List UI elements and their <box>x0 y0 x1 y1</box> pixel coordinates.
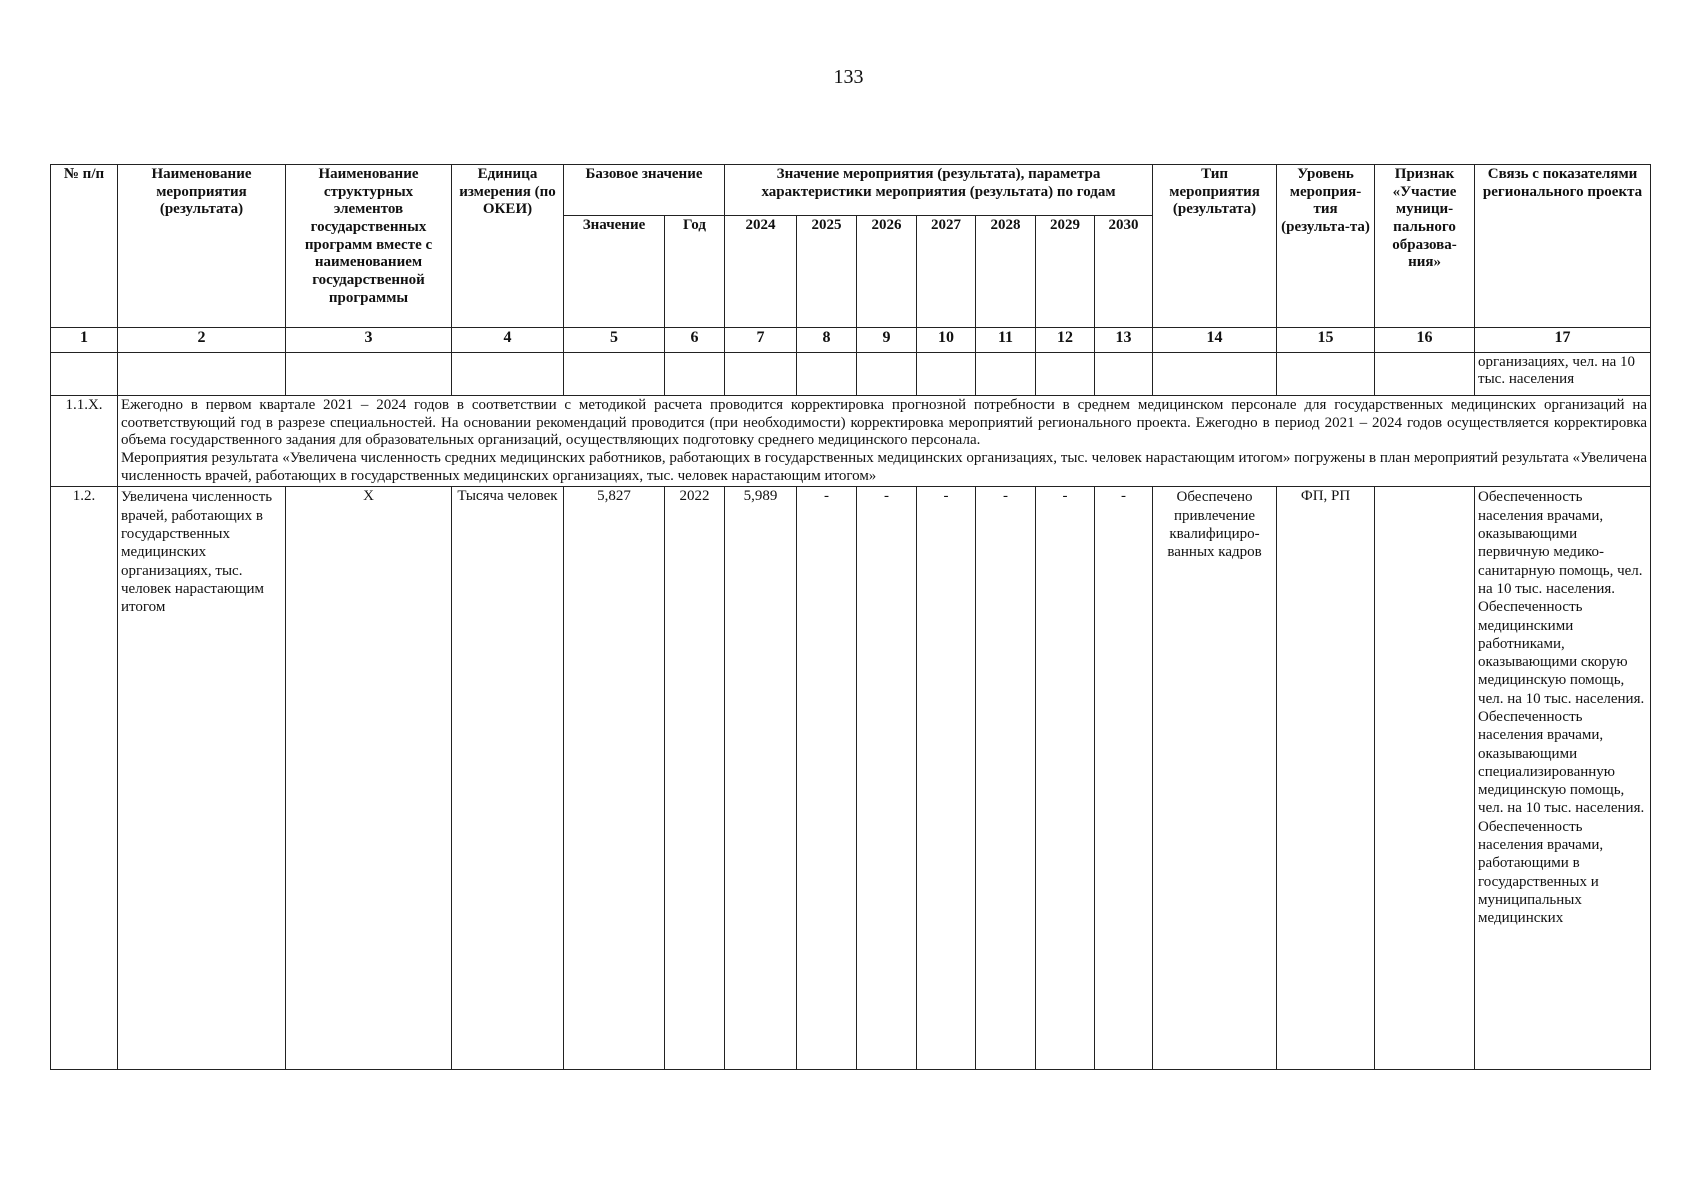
header-base-value: Значение <box>564 216 665 328</box>
header-activity-type: Тип мероприятия (результата) <box>1153 165 1277 328</box>
header-years-group: Значение мероприятия (результата), параметра характеристики мероприятия (результата) по годам <box>725 165 1153 216</box>
column-number: 4 <box>452 328 564 353</box>
activity-level: ФП, РП <box>1277 487 1375 1070</box>
header-base-value-group: Базовое значение <box>564 165 725 216</box>
header-year-2028: 2028 <box>976 216 1036 328</box>
column-number: 13 <box>1095 328 1153 353</box>
header-regional-link: Связь с показателями регионального проекта <box>1475 165 1651 328</box>
page-number: 133 <box>833 66 864 88</box>
continuation-row <box>51 353 1651 396</box>
regional-indicators: Обеспеченность населения врачами, оказывающими первичную медико-санитарную помощь, чел. на 10 тыс. населения. Обеспеченность медицинскими работниками, оказывающими скорую медицинскую помощь, чел. на 10 тыс. населения. Обеспеченность населения врачами, оказывающими специализированную медицинскую помощь, чел. на 10 тыс. населения. Обеспеченность населения врачами, работающими в государственных и муниципальных медицинских <box>1475 487 1651 1070</box>
value-2028: - <box>976 487 1036 1070</box>
note-paragraph-2: Мероприятия результата «Увеличена численность средних медицинских работников, работающих в государственных медицинских организациях, тыс. человек нарастающим итогом» погружены в план мероприятий результата «Увеличена численность врачей, работающих в государственных медицинских организациях, тыс. человек нарастающим итогом» <box>121 450 1648 484</box>
column-number: 6 <box>665 328 725 353</box>
value-2026: - <box>857 487 917 1070</box>
header-municipal-participation: Признак «Участие муници-пального образова-ния» <box>1375 165 1475 328</box>
header-structural-elements: Наименование структурных элементов государственных программ вместе с наименованием государственной программы <box>286 165 452 328</box>
header-number: № п/п <box>51 165 118 328</box>
column-number: 2 <box>118 328 286 353</box>
column-number: 16 <box>1375 328 1475 353</box>
base-value: 5,827 <box>564 487 665 1070</box>
column-number: 8 <box>797 328 857 353</box>
header-activity-name: Наименование мероприятия (результата) <box>118 165 286 328</box>
column-number: 11 <box>976 328 1036 353</box>
column-number: 3 <box>286 328 452 353</box>
value-2025: - <box>797 487 857 1070</box>
column-number: 9 <box>857 328 917 353</box>
structural-elements: Х <box>286 487 452 1070</box>
activities-table <box>50 164 1651 1070</box>
header-year-2026: 2026 <box>857 216 917 328</box>
column-number: 15 <box>1277 328 1375 353</box>
column-number: 5 <box>564 328 665 353</box>
value-2029: - <box>1036 487 1095 1070</box>
column-number: 10 <box>917 328 976 353</box>
column-number: 14 <box>1153 328 1277 353</box>
base-year: 2022 <box>665 487 725 1070</box>
continuation-indicator-text: организациях, чел. на 10 тыс. населения <box>1475 353 1651 396</box>
note-row-number: 1.1.Х. <box>51 396 118 487</box>
column-number: 1 <box>51 328 118 353</box>
column-number: 7 <box>725 328 797 353</box>
value-2024: 5,989 <box>725 487 797 1070</box>
activity-name: Увеличена численность врачей, работающих в государственных медицинских организациях, тыс. человек нарастающим итогом <box>118 487 286 1070</box>
header-year-2027: 2027 <box>917 216 976 328</box>
unit-of-measure: Тысяча человек <box>452 487 564 1070</box>
note-row-text <box>118 396 1651 487</box>
activity-type: Обеспечено привлечение квалифициро-ванных кадров <box>1153 487 1277 1070</box>
row-number: 1.2. <box>51 487 118 1070</box>
value-2027: - <box>917 487 976 1070</box>
value-2030: - <box>1095 487 1153 1070</box>
header-year-2024: 2024 <box>725 216 797 328</box>
note-paragraph-1: Ежегодно в первом квартале 2021 – 2024 годов в соответствии с методикой расчета проводится корректировка прогнозной потребности в среднем медицинском персонале для государственных медицинских организаций на соответствующий год в разрезе специальностей. На основании рекомендаций проводится (при необходимости) корректировка мероприятий регионального проекта. Ежегодно в период 2021 – 2024 годов осуществляется корректировка объема государственного задания для образовательных организаций, осуществляющих подготовку среднего медицинского персонала. <box>121 397 1648 449</box>
municipal-participation <box>1375 487 1475 1070</box>
table-row <box>51 487 1651 1070</box>
note-row <box>51 396 1651 487</box>
column-numbers-row <box>51 328 1651 353</box>
header-activity-level: Уровень мероприя-тия (результа-та) <box>1277 165 1375 328</box>
header-base-year: Год <box>665 216 725 328</box>
column-number: 17 <box>1475 328 1651 353</box>
header-year-2025: 2025 <box>797 216 857 328</box>
header-year-2030: 2030 <box>1095 216 1153 328</box>
header-row-1 <box>51 165 1651 216</box>
column-number: 12 <box>1036 328 1095 353</box>
header-unit: Единица измерения (по ОКЕИ) <box>452 165 564 328</box>
header-year-2029: 2029 <box>1036 216 1095 328</box>
